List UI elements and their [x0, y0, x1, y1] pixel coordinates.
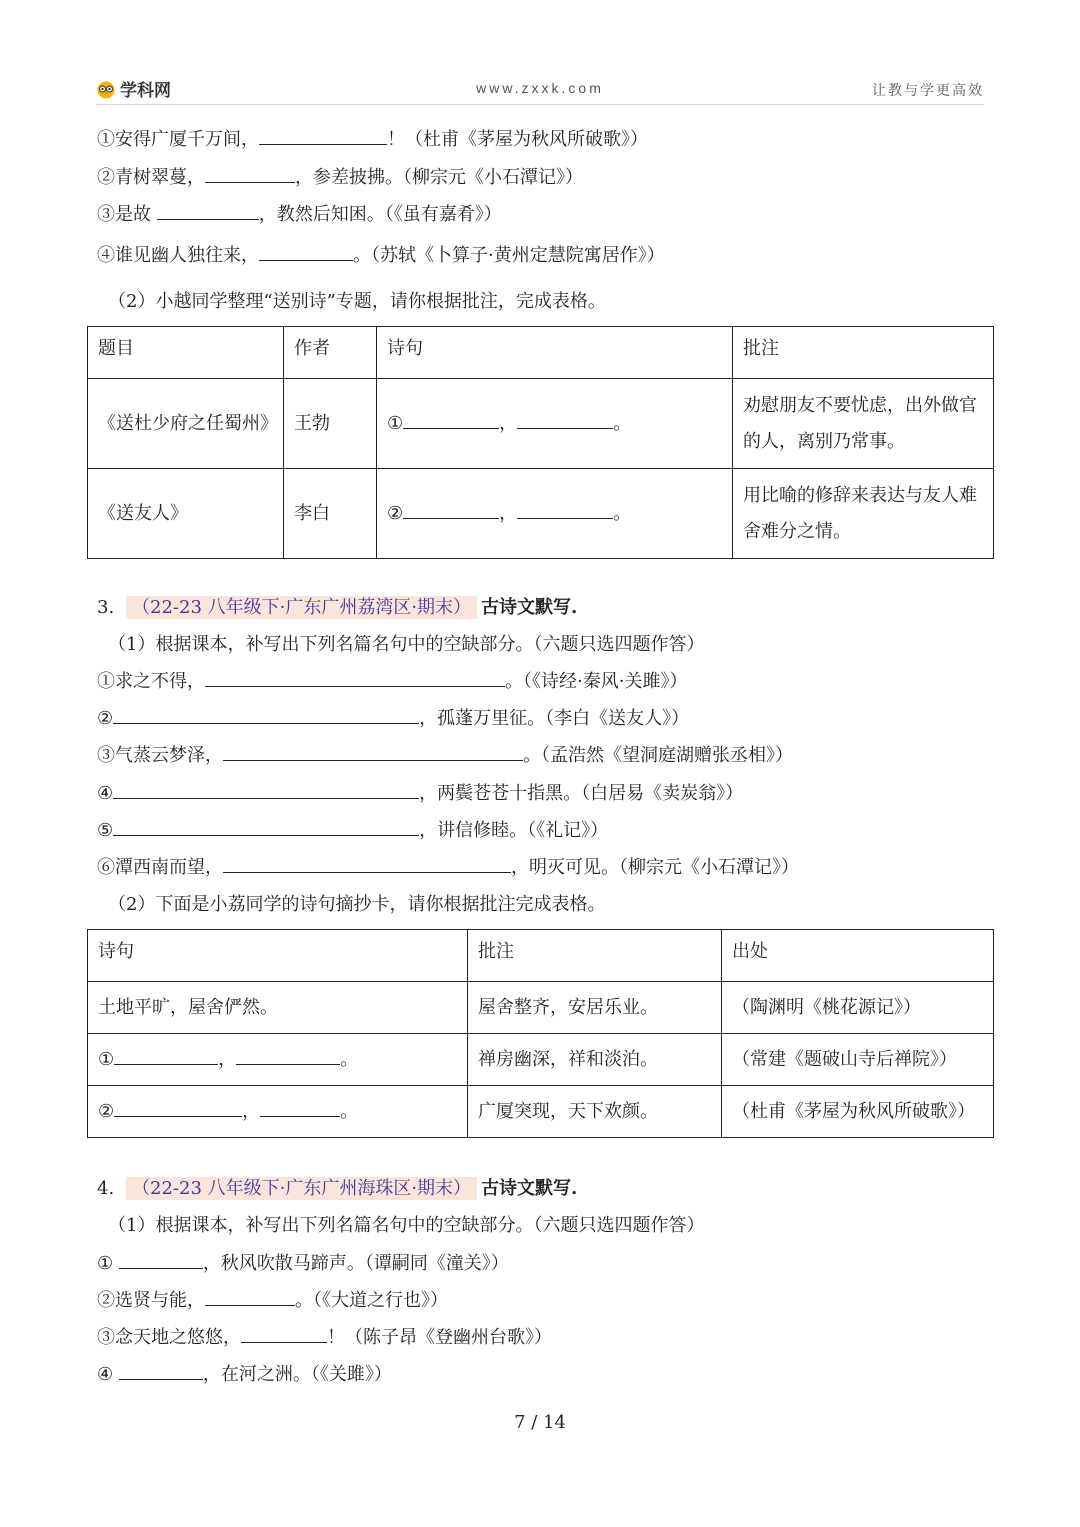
table-row — [88, 379, 994, 469]
question-title: 古诗文默写. — [481, 1178, 578, 1199]
q2-line-3: ③是故 ，教然后知困。（《虽有嘉肴》） — [97, 204, 502, 225]
table-cell-source: （常建《题破山寺后禅院》） — [722, 1034, 994, 1086]
answer-blank[interactable] — [236, 1050, 340, 1065]
logo-text: 学科网 — [120, 81, 171, 100]
answer-blank[interactable] — [205, 1291, 295, 1306]
table-header-cell: 批注 — [733, 327, 994, 379]
table-cell-note: 禅房幽深，祥和淡泊。 — [468, 1034, 722, 1086]
page-number: 7 / 14 — [514, 1412, 566, 1433]
answer-blank[interactable] — [259, 246, 353, 261]
table-cell-verse: ② ， 。 — [377, 469, 733, 559]
table-cell-verse: ② ， 。 — [88, 1086, 468, 1138]
table-row — [88, 1086, 994, 1138]
q3-line-1: ①求之不得， 。（《诗经·秦风·关雎》） — [97, 671, 688, 692]
answer-blank[interactable] — [241, 1328, 327, 1343]
question-source-tag: （22-23 八年级下·广东广州海珠区·期末） — [126, 1177, 477, 1200]
answer-blank[interactable] — [113, 821, 419, 836]
table-cell-source: （陶渊明《桃花源记》） — [722, 982, 994, 1034]
q3-line-3: ③气蒸云梦泽， 。（孟浩然《望洞庭湖赠张丞相》） — [97, 745, 793, 766]
site-url: www.zxxk.com — [476, 80, 604, 96]
table-header-cell: 诗句 — [88, 930, 468, 982]
question-number: 3. — [97, 597, 115, 618]
q2-table — [87, 326, 994, 559]
question-source-tag: （22-23 八年级下·广东广州荔湾区·期末） — [126, 596, 477, 619]
slogan: 让教与学更高效 — [872, 83, 984, 99]
answer-blank[interactable] — [114, 1102, 242, 1117]
q3-part1-intro: （1）根据课本，补写出下列名篇名句中的空缺部分。（六题只选四题作答） — [108, 634, 705, 655]
question-heading — [126, 596, 577, 620]
table-cell-verse: 土地平旷，屋舍俨然。 — [88, 982, 468, 1034]
answer-blank[interactable] — [517, 414, 613, 429]
answer-blank[interactable] — [205, 672, 505, 687]
question-heading — [126, 1177, 577, 1201]
answer-blank[interactable] — [119, 1254, 203, 1269]
answer-blank[interactable] — [259, 130, 387, 145]
table-header-cell: 题目 — [88, 327, 284, 379]
answer-blank[interactable] — [403, 504, 499, 519]
table-cell-author: 王勃 — [284, 379, 377, 469]
table-row — [88, 982, 994, 1034]
answer-blank[interactable] — [223, 858, 511, 873]
table-cell-verse: ① ， 。 — [88, 1034, 468, 1086]
page-header — [96, 76, 984, 105]
table-row — [88, 469, 994, 559]
q2-line-4: ④谁见幽人独往来， 。（苏轼《卜算子·黄州定慧院寓居作》） — [97, 245, 665, 266]
question-number: 4. — [97, 1178, 115, 1199]
answer-blank[interactable] — [205, 168, 295, 183]
table-cell-note: 广厦突现，天下欢颜。 — [468, 1086, 722, 1138]
answer-blank[interactable] — [260, 1102, 340, 1117]
table-header-cell: 作者 — [284, 327, 377, 379]
answer-blank[interactable] — [403, 414, 499, 429]
q2-part2-intro: （2）小越同学整理“送别诗”专题，请你根据批注，完成表格。 — [108, 291, 606, 312]
answer-blank[interactable] — [113, 709, 419, 724]
answer-blank[interactable] — [157, 205, 259, 220]
q3-line-2: ② ，孤蓬万里征。（李白《送友人》） — [97, 708, 690, 729]
answer-blank[interactable] — [119, 1365, 203, 1380]
table-cell-note: 屋舍整齐，安居乐业。 — [468, 982, 722, 1034]
table-cell-note: 劝慰朋友不要忧虑，出外做官的人，离别乃常事。 — [733, 379, 994, 469]
q3-table — [87, 929, 994, 1138]
q4-line-4: ④ ，在河之洲。（《关雎》） — [97, 1364, 392, 1385]
q3-part2-intro: （2）下面是小荔同学的诗句摘抄卡，请你根据批注完成表格。 — [108, 894, 606, 915]
table-header-cell: 诗句 — [377, 327, 733, 379]
q4-line-2: ②选贤与能， 。（《大道之行也》） — [97, 1290, 448, 1311]
table-cell-note: 用比喻的修辞来表达与友人难舍难分之情。 — [733, 469, 994, 559]
answer-blank[interactable] — [517, 504, 613, 519]
table-cell-verse: ① ， 。 — [377, 379, 733, 469]
table-header-row — [88, 930, 994, 982]
q3-line-5: ⑤ ，讲信修睦。（《礼记》） — [97, 820, 609, 841]
answer-blank[interactable] — [113, 784, 419, 799]
question-title: 古诗文默写. — [481, 597, 578, 618]
q4-line-1: ① ，秋风吹散马蹄声。（谭嗣同《潼关》） — [97, 1253, 509, 1274]
table-cell-source: （杜甫《茅屋为秋风所破歌》） — [722, 1086, 994, 1138]
answer-blank[interactable] — [114, 1050, 218, 1065]
q2-line-1: ①安得广厦千万间， ！（杜甫《茅屋为秋风所破歌》） — [97, 129, 648, 150]
table-cell-title: 《送杜少府之任蜀州》 — [88, 379, 284, 469]
table-header-cell: 批注 — [468, 930, 722, 982]
table-cell-author: 李白 — [284, 469, 377, 559]
q2-line-2: ②青树翠蔓， ，参差披拂。（柳宗元《小石潭记》） — [97, 167, 583, 188]
table-header-row — [88, 327, 994, 379]
q4-line-3: ③念天地之悠悠， ！（陈子昂《登幽州台歌》） — [97, 1327, 552, 1348]
answer-blank[interactable] — [223, 746, 523, 761]
table-header-cell: 出处 — [722, 930, 994, 982]
q4-part1-intro: （1）根据课本，补写出下列名篇名句中的空缺部分。（六题只选四题作答） — [108, 1215, 705, 1236]
table-row — [88, 1034, 994, 1086]
q3-line-4: ④ ，两鬓苍苍十指黑。（白居易《卖炭翁》） — [97, 783, 744, 804]
q3-line-6: ⑥潭西南而望， ，明灭可见。（柳宗元《小石潭记》） — [97, 857, 799, 878]
table-cell-title: 《送友人》 — [88, 469, 284, 559]
